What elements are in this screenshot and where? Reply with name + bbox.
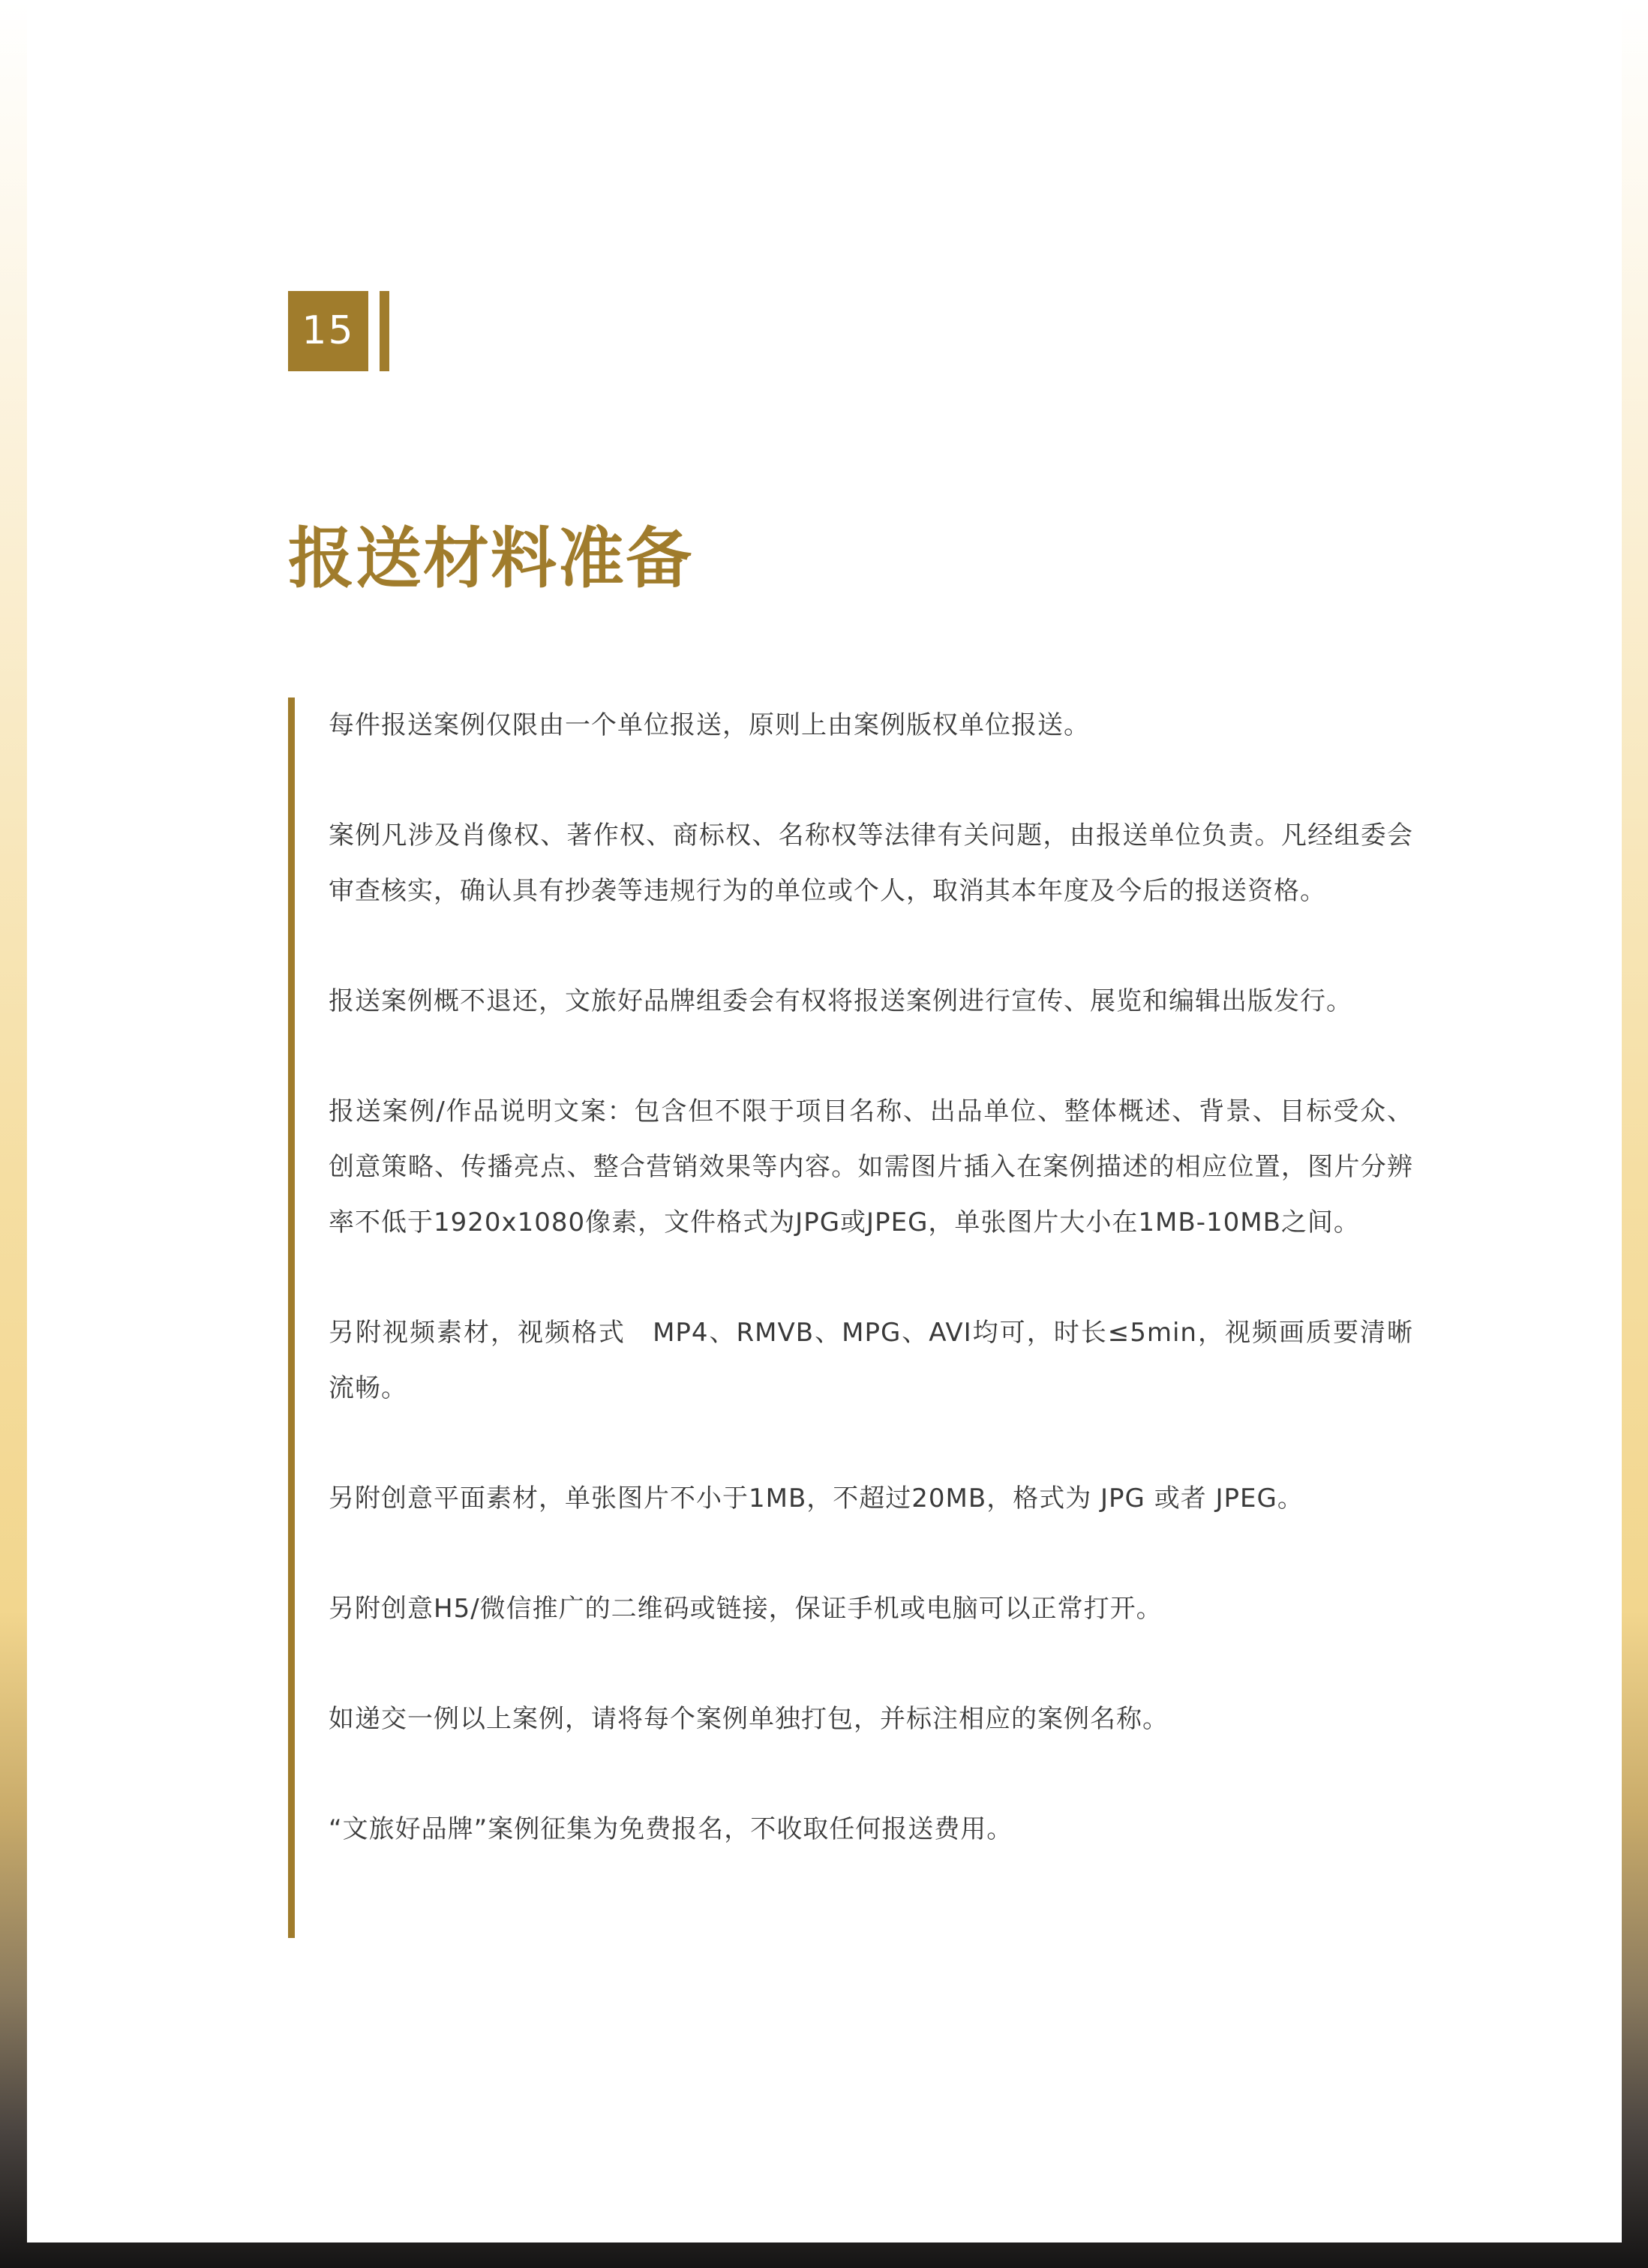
requirements-list <box>329 698 1413 1857</box>
section-accent-rule <box>288 698 295 1938</box>
page-title: 报送材料准备 <box>288 520 694 597</box>
requirements-section <box>288 698 1413 1938</box>
requirement-no-return: 报送案例概不退还，文旅好品牌组委会有权将报送案例进行宣传、展览和编辑出版发行。 <box>329 986 1352 1016</box>
requirement-description-document: 报送案例/作品说明文案：包含但不限于项目名称、出品单位、整体概述、背景、目标受众、创意策略、传播亮点、整合营销效果等内容。如需图片插入在案例描述的相应位置，图片分辨率不低于1920x1080像素，文件格式为JPG或JPEG，单张图片大小在1MB-10MB之间。 <box>329 1096 1413 1238</box>
requirement-multiple-cases: 如递交一例以上案例，请将每个案例单独打包，并标注相应的案例名称。 <box>329 1704 1169 1734</box>
document-page <box>27 0 1622 2242</box>
requirement-h5-link: 另附创意H5/微信推广的二维码或链接，保证手机或电脑可以正常打开。 <box>329 1594 1163 1624</box>
requirement-video-material: 另附视频素材，视频格式 MP4、RMVB、MPG、AVI均可，时长≤5min，视频画质要清晰流畅。 <box>329 1318 1413 1403</box>
requirement-legal-responsibility: 案例凡涉及肖像权、著作权、商标权、名称权等法律有关问题，由报送单位负责。凡经组委会审查核实，确认具有抄袭等违规行为的单位或个人，取消其本年度及今后的报送资格。 <box>329 820 1413 906</box>
page-number: 15 <box>288 291 368 371</box>
requirement-free-registration: “文旅好品牌”案例征集为免费报名，不收取任何报送费用。 <box>329 1814 1013 1844</box>
requirement-single-submitter: 每件报送案例仅限由一个单位报送，原则上由案例版权单位报送。 <box>329 710 1090 740</box>
page-number-accent-bar <box>380 291 389 371</box>
requirement-graphic-material: 另附创意平面素材，单张图片不小于1MB，不超过20MB，格式为 JPG 或者 JPEG。 <box>329 1484 1304 1514</box>
